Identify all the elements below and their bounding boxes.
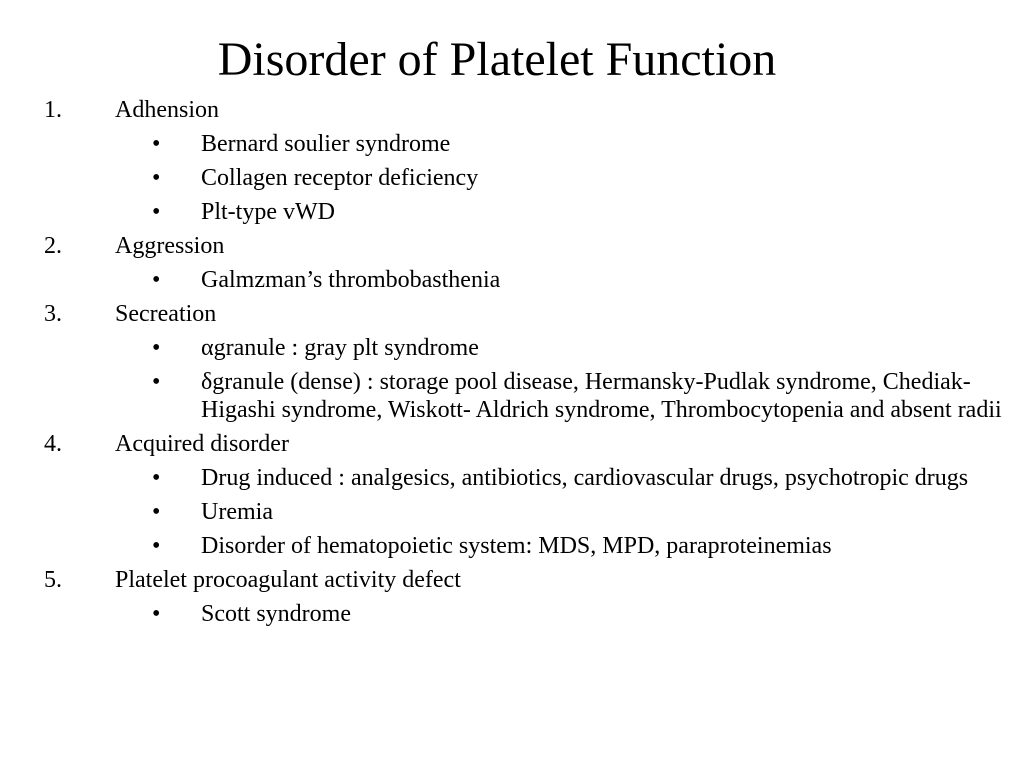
sub-item [44,334,1004,362]
sub-item-text: Drug induced : analgesics, antibiotics, cardiovascular drugs, psychotropic drugs [201,465,969,491]
bullet-icon: • [152,165,161,191]
sub-item-text: Collagen receptor deficiency [201,165,479,191]
bullet-icon: • [152,465,161,491]
bullet-icon: • [152,369,161,395]
sub-item-text: Plt-type vWD [201,199,335,225]
sub-item [44,130,1004,158]
bullet-icon: • [152,601,161,627]
list-number: 5. [44,567,62,593]
slide-content [44,96,1004,634]
list-number: 3. [44,301,62,327]
slide-title: Disorder of Platelet Function [217,33,777,86]
list-label: Secreation [115,301,217,327]
bullet-icon: • [152,499,161,525]
list-label: Aggression [115,233,225,259]
sub-item [44,198,1004,226]
list-label: Platelet procoagulant activity defect [115,567,461,593]
list-item-2 [44,232,1004,260]
sub-item-text: δgranule (dense) : storage pool disease, Hermansky-Pudlak syndrome, Chediak-Higashi syndrome, Wiskott- Aldrich syndrome, Thrombocytopenia and absent radii [201,369,1002,423]
sub-item-text: Bernard soulier syndrome [201,131,451,157]
sub-item-text: Scott syndrome [201,601,351,627]
sub-item-text: Galmzman’s thrombobasthenia [201,267,501,293]
bullet-icon: • [152,199,161,225]
list-label: Adhension [115,97,219,123]
bullet-icon: • [152,533,161,559]
bullet-icon: • [152,131,161,157]
sub-item-text: αgranule : gray plt syndrome [201,335,479,361]
list-item-4 [44,430,1004,458]
sub-item [44,464,1004,492]
list-number: 4. [44,431,62,457]
list-item-1 [44,96,1004,124]
sub-item [44,498,1004,526]
bullet-icon: • [152,335,161,361]
list-item-5 [44,566,1004,594]
list-number: 2. [44,233,62,259]
bullet-icon: • [152,267,161,293]
sub-item [44,266,1004,294]
sub-item [44,164,1004,192]
list-number: 1. [44,97,62,123]
sub-item-text: Disorder of hematopoietic system: MDS, MPD, paraproteinemias [201,533,832,559]
sub-item [44,368,1004,424]
sub-item [44,600,1004,628]
sub-item-text: Uremia [201,499,273,525]
list-item-3 [44,300,1004,328]
list-label: Acquired disorder [115,431,289,457]
sub-item [44,532,1004,560]
